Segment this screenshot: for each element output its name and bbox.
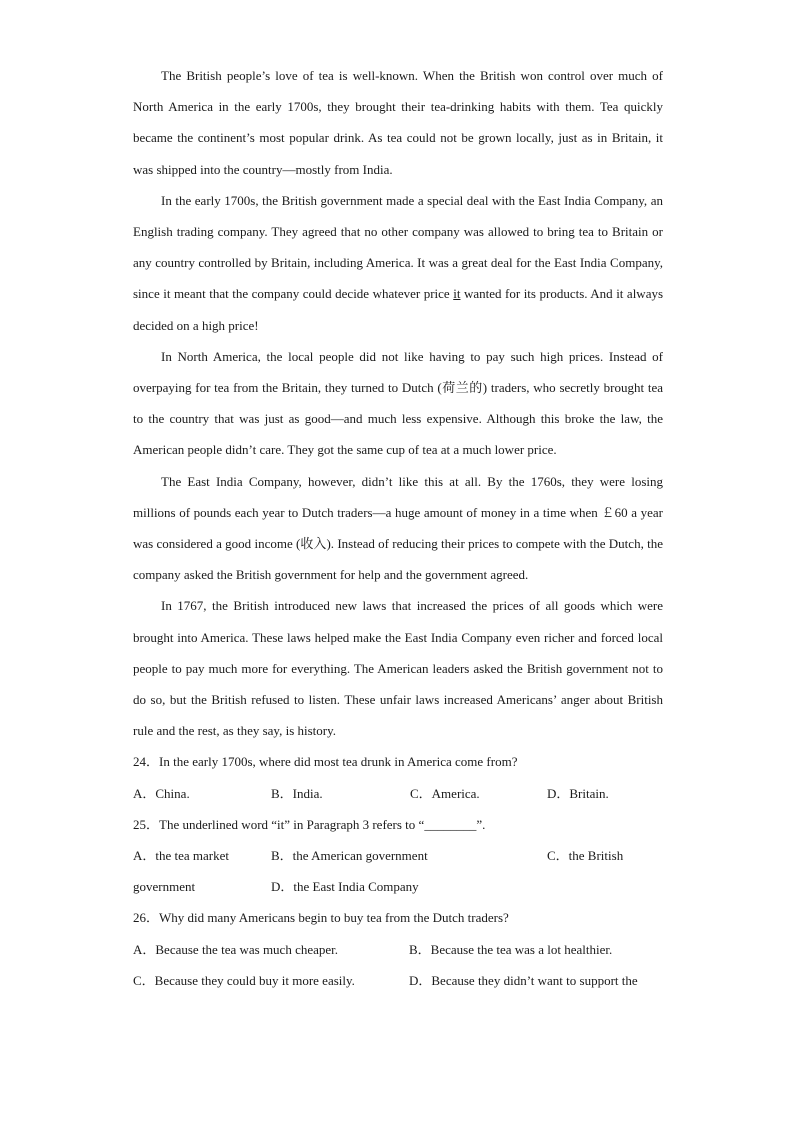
paragraph-2-text-after: wanted for its products. And it always decided on a high price! [133, 286, 664, 333]
q25-option-c: C．the British [547, 848, 624, 864]
passage-paragraph-5: In 1767, the British introduced new laws that increased the prices of all goods which were brought into America. These laws helped make the East India Company even richer and forced local people to pay much more for everything. The American leaders asked the British government not to do so, but the British refused to listen. These unfair laws increased Americans’ anger about British rule and the rest, as they say, is history. [133, 598, 663, 739]
question-24-stem: 24．In the early 1700s, where did most tea drunk in America come from? [133, 754, 518, 770]
q25-option-d: D．the East India Company [271, 879, 419, 895]
q25-option-b: B．the American government [271, 848, 428, 864]
question-25-options-row-2 [133, 871, 663, 902]
q26-option-d: D．Because they didn’t want to support the [409, 972, 638, 988]
passage-paragraph-2 [133, 185, 663, 341]
q26-option-a: A．Because the tea was much cheaper. [133, 941, 339, 957]
passage-paragraph-4: The East India Company, however, didn’t like this at all. By the 1760s, they were losing millions of pounds each year to Dutch traders—a huge amount of money in a time when ￡60 a year was considered a good income (收入). Instead of reducing their prices to compete with the Dutch, the company asked the British government for help and the government agreed. [133, 473, 663, 583]
document-body [133, 60, 663, 996]
passage-paragraph-3: In North America, the local people did not like having to pay such high prices. Instead of overpaying for tea from the Britain, they turned to Dutch (荷兰的) traders, who secretly brought tea to the country that was just as good—and much less expensive. Although this broke the law, the American people didn’t care. They got the same cup of tea at a much lower price. [133, 348, 663, 458]
paragraph-2-text-before: In the early 1700s, the British government made a special deal with the East India Company, an English trading company. They agreed that no other company was allowed to bring tea to Britain or any country controlled by Britain, including America. It was a great deal for the East India Company, since it meant that the company could decide whatever price [133, 192, 663, 302]
q24-option-c: C．America. [410, 785, 480, 801]
q25-option-a: A．the tea market [133, 848, 230, 864]
q24-option-a: A．China. [133, 785, 190, 801]
question-24-options [133, 778, 663, 809]
question-25-stem: 25．The underlined word “it” in Paragraph 3 refers to “________”. [133, 816, 486, 832]
q24-option-b: B．India. [271, 785, 323, 801]
q26-option-c: C．Because they could buy it more easily. [133, 972, 355, 988]
q24-option-d: D．Britain. [547, 785, 609, 801]
underlined-word-it: it [453, 286, 461, 302]
q25-option-c-continued: government [133, 879, 196, 895]
question-26-options-row-2 [133, 965, 663, 996]
question-25-options-row-1 [133, 840, 663, 871]
passage-paragraph-1: The British people’s love of tea is well-known. When the British won control over much of North America in the early 1700s, they brought their tea-drinking habits with them. Tea quickly became the continent’s most popular drink. As tea could not be grown locally, just as in Britain, it was shipped into the country—mostly from India. [133, 68, 663, 177]
question-26-stem: 26．Why did many Americans begin to buy tea from the Dutch traders? [133, 910, 509, 926]
q26-option-b: B．Because the tea was a lot healthier. [409, 941, 613, 957]
question-26-options-row-1 [133, 934, 663, 965]
